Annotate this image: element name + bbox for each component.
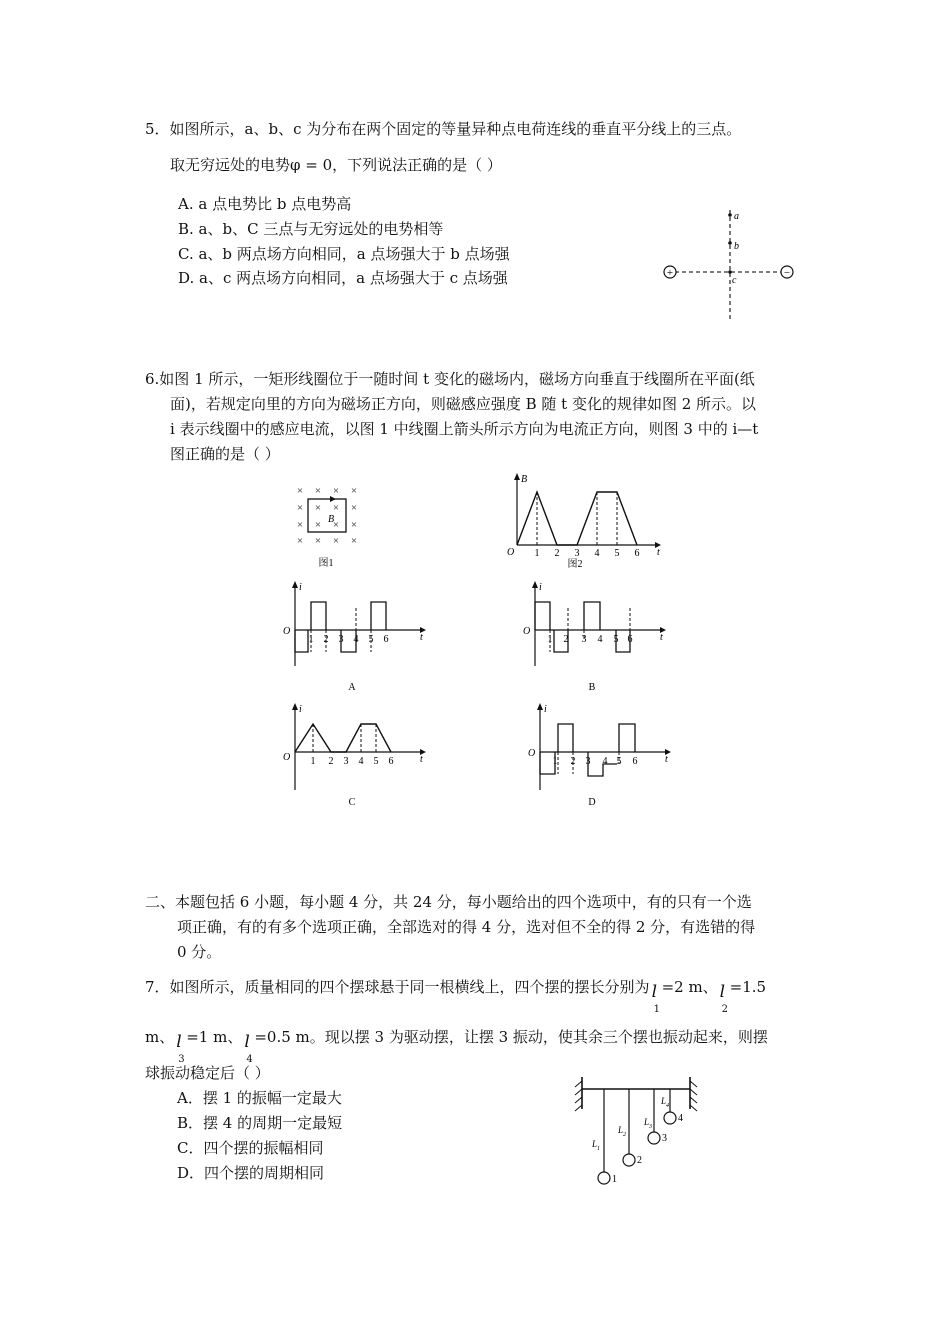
svg-text:×: × [350, 502, 358, 514]
svg-text:t: t [420, 754, 423, 765]
svg-text:×: × [296, 485, 304, 497]
svg-text:1: 1 [534, 548, 540, 559]
q7-line1: 7．如图所示，质量相同的四个摆球悬于同一根横线上，四个摆的摆长分别为 l 1 =2 m、 l 2 =1.5 [145, 978, 767, 1015]
svg-text:3: 3 [338, 634, 344, 645]
svg-text:i: i [299, 704, 302, 715]
svg-text:2: 2 [554, 548, 560, 559]
q6-line4: 图正确的是（ ） [170, 445, 280, 463]
svg-text:L: L [592, 1139, 598, 1149]
q5-option-d: D. a、c 两点场方向相同，a 点场强大于 c 点场强 [178, 269, 508, 287]
svg-text:×: × [350, 485, 358, 497]
graph-b-label: B [588, 682, 596, 693]
svg-text:6: 6 [388, 756, 394, 767]
svg-text:O: O [528, 748, 536, 759]
svg-text:6: 6 [632, 756, 638, 767]
svg-text:1: 1 [310, 756, 316, 767]
svg-text:1: 1 [612, 1174, 617, 1185]
graph-d-label: D [588, 797, 596, 808]
svg-text:×: × [350, 535, 358, 547]
fig2-caption: 图2 [567, 559, 583, 570]
svg-text:4: 4 [602, 756, 608, 767]
q7-pendulum-figure [570, 1075, 710, 1195]
svg-text:t: t [665, 754, 668, 765]
svg-text:×: × [314, 535, 322, 547]
positive-sign: + [666, 267, 674, 279]
svg-text:6: 6 [634, 548, 640, 559]
svg-text:1: 1 [552, 756, 558, 767]
svg-text:×: × [314, 485, 322, 497]
svg-text:1: 1 [308, 634, 314, 645]
section2-line3: 0 分。 [177, 943, 222, 961]
svg-text:4: 4 [666, 1103, 669, 1109]
q6-line3: i 表示线圈中的感应电流，以图 1 中线圈上箭头所示方向为电流正方向，则图 3 中的 i—t [170, 420, 759, 438]
q7-option-d: D．四个摆的周期相同 [177, 1164, 325, 1182]
q6-graph-a [280, 578, 430, 698]
fig2-x-label: t [657, 547, 660, 558]
svg-text:5: 5 [368, 634, 374, 645]
section2-line2: 项正确，有的有多个选项正确，全部选对的得 4 分，选对但不全的得 2 分，有选错的得 [177, 918, 756, 936]
svg-text:t: t [420, 632, 423, 643]
svg-text:O: O [283, 752, 291, 763]
svg-text:L: L [644, 1117, 650, 1127]
svg-text:×: × [314, 502, 322, 514]
q7-option-c: C．四个摆的振幅相同 [177, 1139, 324, 1157]
svg-text:5: 5 [616, 756, 622, 767]
svg-text:3: 3 [343, 756, 349, 767]
q6-graph-d [525, 700, 675, 810]
fig1-b-label: B [328, 514, 335, 525]
svg-text:2: 2 [328, 756, 334, 767]
svg-text:×: × [314, 519, 322, 531]
svg-text:2: 2 [623, 1132, 626, 1138]
svg-text:×: × [332, 485, 340, 497]
svg-text:2: 2 [570, 756, 576, 767]
svg-text:2: 2 [323, 634, 329, 645]
q7-option-a: A．摆 1 的振幅一定最大 [177, 1089, 342, 1107]
q6-line2: 面)，若规定向里的方向为磁场正方向，则磁感应强度 B 随 t 变化的规律如图 2 所示。以 [170, 395, 757, 413]
svg-text:1: 1 [547, 634, 553, 645]
svg-text:3: 3 [574, 548, 580, 559]
svg-text:1: 1 [597, 1146, 600, 1152]
svg-text:2: 2 [563, 634, 569, 645]
q6-graph-b [520, 578, 670, 698]
point-b-label: b [734, 241, 739, 252]
section2-line1: 二、本题包括 6 小题，每小题 4 分，共 24 分，每小题给出的四个选项中，有的只有一个选 [145, 893, 752, 911]
svg-text:6: 6 [627, 634, 633, 645]
q6-line1: 6.如图 1 所示，一矩形线圈位于一随时间 t 变化的磁场内，磁场方向垂直于线圈所在平面(纸 [145, 370, 755, 388]
svg-text:L: L [618, 1125, 624, 1135]
fig2-origin: O [507, 547, 515, 558]
q5-option-c: C. a、b 两点场方向相同，a 点场强大于 b 点场强 [178, 245, 510, 263]
fig1-caption: 图1 [318, 558, 334, 569]
svg-text:O: O [523, 626, 531, 637]
q5-line1: 5．如图所示，a、b、c 为分布在两个固定的等量异种点电荷连线的垂直平分线上的三点。 [145, 120, 742, 138]
q5-charge-figure [660, 205, 800, 325]
q7-option-b: B．摆 4 的周期一定最短 [177, 1114, 343, 1132]
svg-text:6: 6 [383, 634, 389, 645]
svg-text:4: 4 [594, 548, 600, 559]
graph-a-label: A [348, 682, 356, 693]
svg-text:3: 3 [649, 1124, 652, 1130]
svg-text:i: i [539, 582, 542, 593]
q5-option-b: B. a、b、C 三点与无穷远处的电势相等 [178, 220, 444, 238]
svg-text:2: 2 [637, 1155, 642, 1166]
svg-text:3: 3 [581, 634, 587, 645]
svg-text:×: × [332, 519, 340, 531]
q7-line3: 球振动稳定后（ ） [145, 1064, 270, 1082]
q5-line2: 取无穷远处的电势φ = 0，下列说法正确的是（ ） [170, 156, 502, 174]
svg-text:t: t [660, 632, 663, 643]
svg-text:i: i [544, 704, 547, 715]
svg-text:5: 5 [614, 548, 620, 559]
svg-text:×: × [332, 535, 340, 547]
negative-sign: − [783, 267, 791, 279]
svg-text:4: 4 [358, 756, 364, 767]
svg-text:5: 5 [373, 756, 379, 767]
q6-graph-c [280, 700, 430, 810]
svg-text:×: × [296, 519, 304, 531]
svg-text:5: 5 [613, 634, 619, 645]
svg-text:i: i [299, 582, 302, 593]
svg-text:4: 4 [678, 1113, 683, 1124]
point-c-label: c [732, 275, 737, 286]
svg-text:4: 4 [597, 634, 603, 645]
q5-option-a: A. a 点电势比 b 点电势高 [178, 195, 352, 213]
svg-text:O: O [283, 626, 291, 637]
svg-text:L: L [661, 1096, 667, 1106]
fig2-y-label: B [521, 474, 528, 485]
svg-text:×: × [332, 502, 340, 514]
graph-c-label: C [348, 797, 356, 808]
svg-text:4: 4 [353, 634, 359, 645]
svg-text:×: × [296, 535, 304, 547]
q6-fig1 [290, 482, 370, 572]
q7-line2: m、 l 3 =1 m、 l 4 =0.5 m。现以摆 3 为驱动摆，让摆 3 振动，使其余三个摆也振动起来，则摆 [145, 1028, 768, 1065]
svg-text:3: 3 [585, 756, 591, 767]
svg-text:×: × [350, 519, 358, 531]
q6-fig2 [505, 470, 665, 570]
svg-text:×: × [296, 502, 304, 514]
point-a-label: a [734, 211, 739, 222]
svg-text:3: 3 [662, 1133, 667, 1144]
